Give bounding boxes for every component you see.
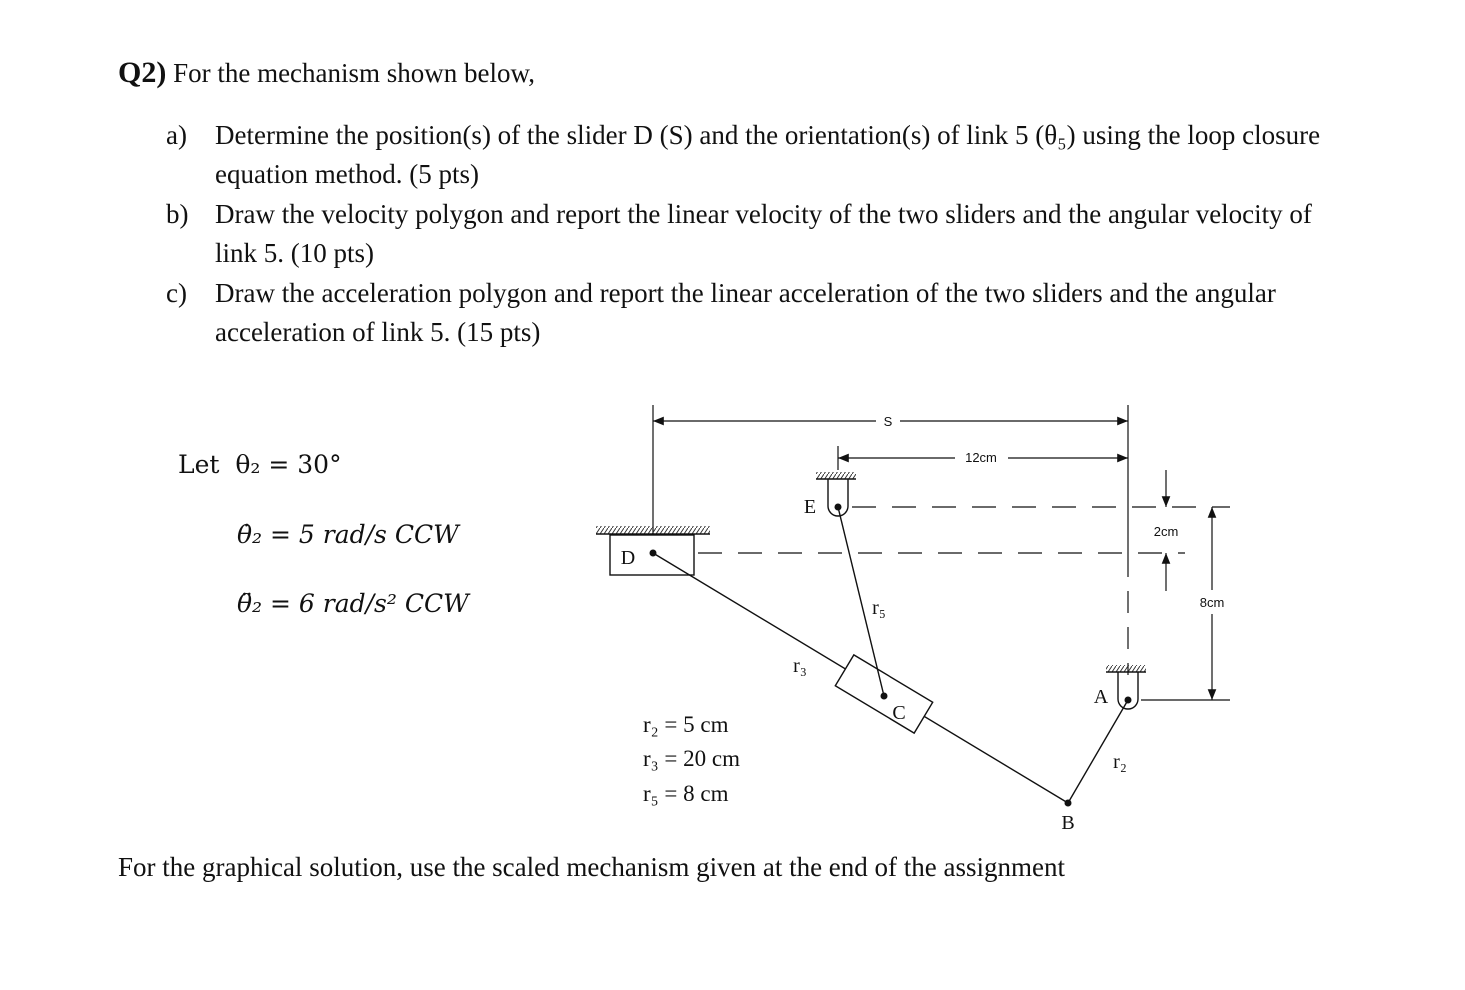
dim-s — [653, 405, 1128, 555]
part-a-label: a) — [166, 120, 187, 150]
point-a-label: A — [1093, 686, 1109, 708]
question-number: Q2) — [118, 56, 167, 89]
joint-b — [1065, 800, 1072, 807]
part-b-label: b) — [166, 199, 189, 229]
link-r5-label: r₅ — [872, 597, 886, 619]
point-e-label: E — [803, 496, 817, 518]
link-r3-label: r₃ — [793, 655, 807, 677]
given-theta2-value: θ₂ = 30° — [235, 450, 342, 479]
part-c-text: Draw the acceleration polygon and report the linear acceleration of the two sliders and the angular acceleration of link 5. (15 pts) — [215, 278, 1276, 347]
part-a-text: Determine the position(s) of the slider D (S) and the orientation(s) of link 5 (θ₅) using the loop closure equation method. (5 pts) — [215, 120, 1321, 189]
length-r3: r₃ = 20 cm — [643, 746, 740, 771]
dim-s-label: S — [883, 414, 893, 429]
dim-2cm-label: 2cm — [1153, 524, 1179, 539]
length-r5: r₅ = 8 cm — [643, 781, 729, 806]
footer-note: For the graphical solution, use the scaled mechanism given at the end of the assignment — [118, 852, 1066, 882]
dim-2cm — [1154, 470, 1179, 591]
link-r2-label: r₂ — [1113, 751, 1127, 773]
question-intro: For the mechanism shown below, — [173, 58, 536, 88]
point-b-label: B — [1061, 812, 1075, 834]
point-d-label: D — [620, 547, 636, 569]
point-c-label: C — [892, 702, 906, 724]
joint-d — [650, 550, 657, 557]
given-theta2-ddot: θ̈₂ = 6 rad/s² CCW — [237, 589, 469, 618]
dim-12cm — [838, 446, 1128, 470]
dim-8cm-label: 8cm — [1199, 595, 1225, 610]
part-b-text: Draw the velocity polygon and report the linear velocity of the two sliders and the angular velocity of link 5. (10 pts) — [215, 199, 1312, 268]
length-r2: r₂ = 5 cm — [643, 712, 729, 737]
given-let: Let — [178, 450, 220, 479]
joint-c — [881, 693, 888, 700]
pin-a — [1106, 665, 1146, 709]
dim-12cm-label: 12cm — [965, 450, 997, 465]
pin-e — [816, 472, 856, 516]
part-c-label: c) — [166, 278, 187, 308]
ground-d — [596, 526, 710, 534]
given-theta2-dot: θ̇₂ = 5 rad/s CCW — [237, 520, 459, 549]
